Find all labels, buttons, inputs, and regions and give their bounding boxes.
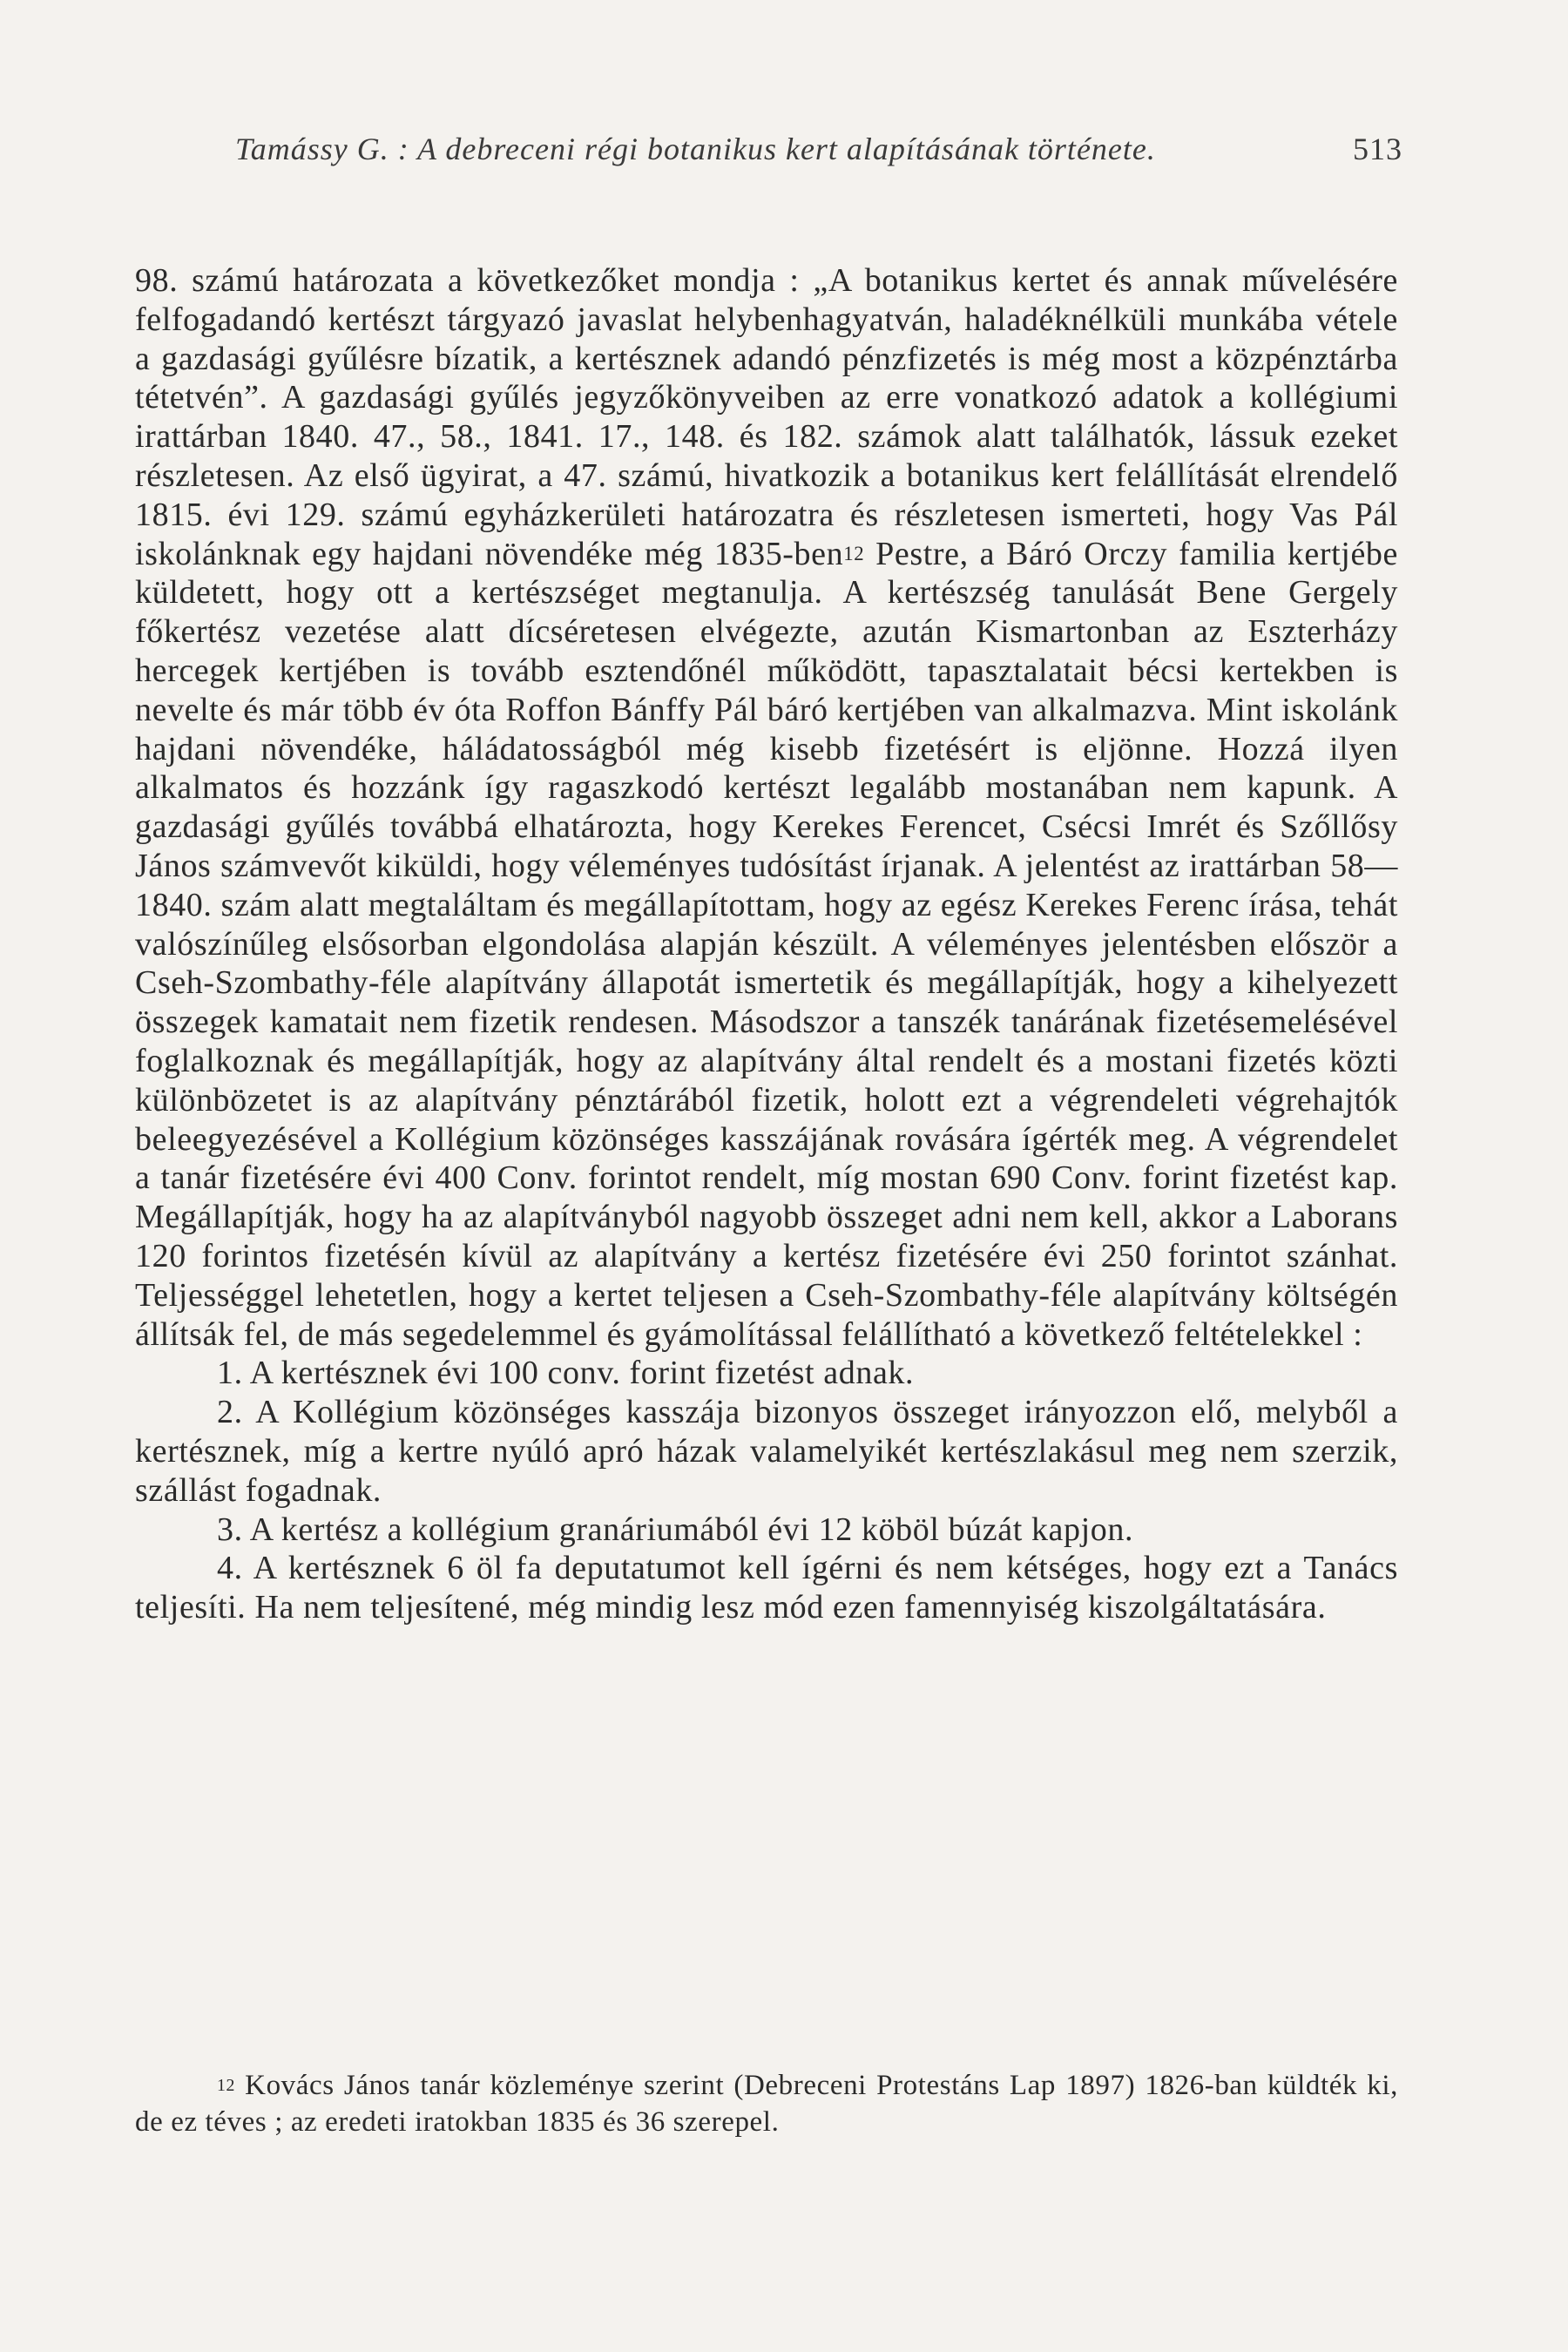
paragraph-text-part-2: Pestre, a Báró Orczy familia kertjébe küldetett, hogy ott a kertészséget megtanulja. A kertészség tanulását Bene Gergely főkertész vezetése alatt dícséretesen elvégezte, azután Kismartonban az Eszterházy hercegek kertjében is tovább esztendőnél működött, tapasztalatait bécsi kertekben is nevelte és már több év óta Roffon Bánffy Pál báró kertjében van alkalmazva. Mint iskolánk hajdani növendéke, háládatosságból még kisebb fizetésért is eljönne. Hozzá ilyen alkalmatos és hozzánk így ragaszkodó kertészt legalább mostanában nem kapunk. A gazdasági gyűlés továbbá elhatározta, hogy Kerekes Ferencet, Csécsi Imrét és Szőllősy János számvevőt kiküldi, hogy véleményes tudósítást írjanak. A jelentést az irattárban 58—1840. szám alatt megtaláltam és megállapítottam, hogy az egész Kerekes Ferenc írása, tehát valószínűleg elsősorban elgondolása alapján készült. A véleményes jelentésben először a Cseh-Szombathy-féle alapítvány állapotát ismertetik és megállapítják, hogy a kihelyezett összegek kamatait nem fizetik rendesen. Másodszor a tanszék tanárának fizetésemelésével foglalkoznak és megállapítják, hogy az alapítvány által rendelt és a mostani fizetés közti különbözetet is az alapítvány pénztárából fizetik, holott ezt a végrendeleti végrehajtók beleegyezésével a Kollégium közönséges kasszájának rovására ígérték meg. A végrendelet a tanár fizetésére évi 400 Conv. forintot rendelt, míg mostan 690 Conv. forint fizetést kap. Megállapítják, hogy ha az alapítványból nagyobb összeget adni nem kell, akkor a Laborans 120 forintos fizetésén kívül az alapítvány a kertész fizetésére évi 250 forintot szánhat. Teljességgel lehetetlen, hogy a kertet teljesen a Cseh-Szombathy-féle alapítvány költségén állítsák fel, de más segedelemmel és gyámolítással felállítható a következő feltételekkel : — [135, 535, 1398, 1353]
footnote-reference: 12 — [843, 543, 865, 565]
footnote-text: Kovács János tanár közleménye szerint (Debreceni Protestáns Lap 1897) 1826-ban küldték ki, de ez téves ; az eredeti iratokban 1835 és 36 szerepel. — [135, 2070, 1398, 2138]
page-number: 513 — [1353, 132, 1402, 166]
condition-item: 2. A Kollégium közönséges kasszája bizonyos összeget irányozzon elő, melyből a kertésznek, míg a kertre nyúló apró házak valamelyikét kertészlakásul meg nem szerzik, szállást fogadnak. — [135, 1394, 1398, 1509]
running-head — [235, 131, 1402, 172]
paragraph — [135, 261, 1398, 1354]
paragraph-text-part-1: 98. számú határozata a következőket mondja : „A botanikus kertet és annak művelésére felfogadandó kertészt tárgyazó javaslat helybenhagyatván, haladéknélküli munkába vétele a gazdasági gyűlésre bízatik, a kertésznek adandó pénzfizetés is még most a közpénztárba tétetvén”. A gazdasági gyűlés jegyzőkönyveiben az erre vonatkozó adatok a kollégiumi irattárban 1840. 47., 58., 1841. 17., 148. és 182. számok alatt találhatók, lássuk ezeket részletesen. Az első ügyirat, a 47. számú, hivatkozik a botanikus kert felállítását elrendelő 1815. évi 129. számú egyházkerületi határozatra és részletesen ismerteti, hogy Vas Pál iskolánknak egy hajdani növendéke még 1835-ben — [135, 262, 1398, 572]
conditions-list — [135, 1354, 1398, 1627]
running-head-title: Tamássy G. : A debreceni régi botanikus kert alapításának története. — [235, 132, 1156, 166]
body-text — [135, 261, 1398, 1627]
footnote — [135, 2067, 1398, 2140]
condition-item: 4. A kertésznek 6 öl fa deputatumot kell ígérni és nem kétséges, hogy ezt a Tanács teljesíti. Ha nem teljesítené, még mindig lesz mód ezen famennyiség kiszolgáltatására. — [135, 1550, 1398, 1626]
condition-item: 3. A kertész a kollégium granáriumából évi 12 köböl búzát kapjon. — [217, 1511, 1134, 1548]
condition-item: 1. A kertésznek évi 100 conv. forint fizetést adnak. — [217, 1355, 915, 1392]
footnote-number: 12 — [217, 2076, 235, 2096]
